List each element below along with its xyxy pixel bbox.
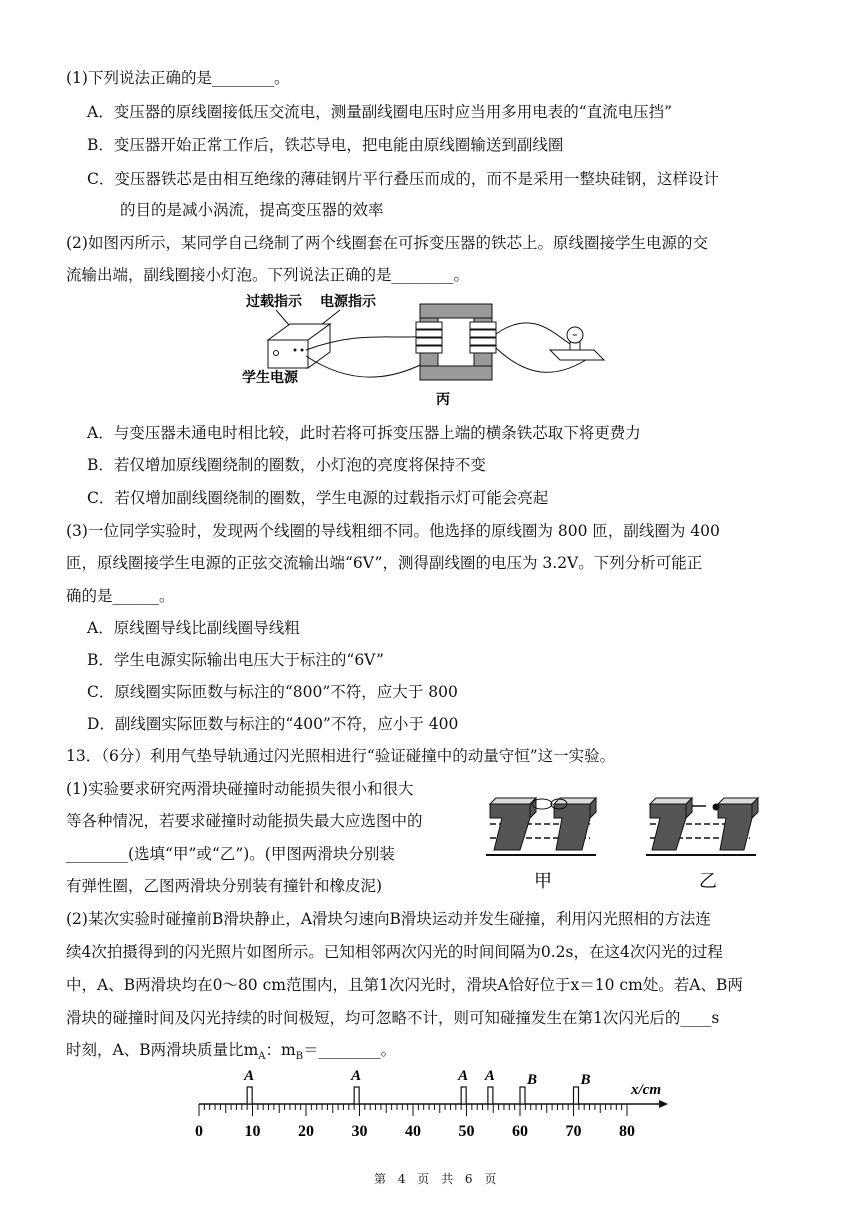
ruler-tick-label: 70 [565, 1123, 582, 1140]
subscript-a: A [258, 1051, 266, 1063]
figure-caption-bing: 丙 [436, 393, 450, 408]
ruler-arrow [659, 1100, 668, 1108]
overload-label: 过载指示 [246, 295, 302, 310]
ruler-tick-label: 0 [195, 1123, 203, 1140]
slider-label: A [244, 1068, 255, 1084]
slider-block-a [354, 1087, 359, 1104]
q13-title: 13．（6分）利用气垫导轨通过闪光照相进行“验证碰撞中的动量守恒”这一实验。 [66, 747, 616, 765]
q1-stem: (1)下列说法正确的是________。 [66, 69, 290, 87]
q2-option-b: B．若仅增加原线圈绕制的圈数，小灯泡的亮度将保持不变 [87, 456, 486, 474]
slider-label: A [351, 1068, 362, 1084]
slider-block-a [247, 1087, 252, 1104]
slider-label: B [526, 1072, 538, 1088]
ruler-tick-label: 40 [405, 1123, 421, 1140]
ruler-tick-label: 30 [351, 1123, 368, 1140]
q13-p2-line2: 续4次拍摄得到的闪光照片如图所示。已知相邻两次闪光的时间间隔为0.2s，在这4次闪光的过程 [66, 943, 723, 961]
q3-stem-line3: 确的是______。 [66, 587, 175, 605]
q3-stem-line2: 匝，原线圈接学生电源的正弦交流输出端“6V”，测得副线圈的电压为 3.2V。下列分析可能正 [66, 554, 703, 572]
slider-figure [484, 790, 784, 900]
primary-coil [416, 322, 442, 353]
secondary-coil [470, 322, 496, 353]
page-number: 第 4 页 共 6 页 [374, 1172, 501, 1186]
ruler-tick-label: 80 [619, 1123, 635, 1140]
q2-stem-line2: 流输出端，副线圈接小灯泡。下列说法正确的是________。 [66, 266, 470, 284]
q1-option-b: B．变压器开始正常工作后，铁芯导电，把电能由原线圈输送到副线圈 [87, 136, 564, 154]
q13-p2-line4: 滑块的碰撞时间及闪光持续的时间极短，均可忽略不计，则可知碰撞发生在第1次闪光后的____s [66, 1009, 720, 1027]
transformer-figure [240, 290, 620, 410]
q2-option-a: A．与变压器未通电时相比较，此时若将可拆变压器上端的横条铁芯取下将更费力 [87, 424, 641, 442]
q2-stem-line1: (2)如图丙所示，某同学自己绕制了两个线圈套在可拆变压器的铁芯上。原线圈接学生电源的交 [66, 234, 708, 252]
subscript-b: B [295, 1051, 304, 1063]
power-indicator-label: 电源指示 [320, 295, 376, 310]
q13-p2-line3: 中，A、B两滑块均在0～80 cm范围内，且第1次闪光时，滑块A恰好位于x＝10 cm处。若A、B两 [66, 976, 743, 994]
q2-option-c: C．若仅增加副线圈绕制的圈数，学生电源的过载指示灯可能会亮起 [87, 489, 549, 507]
slider-block-a [461, 1087, 466, 1104]
q13-p1-line1: (1)实验要求研究两滑块碰撞时动能损失很小和很大 [66, 780, 414, 798]
ruler-tick-label: 10 [244, 1123, 261, 1140]
q3-option-a: A．原线圈导线比副线圈导线粗 [87, 619, 300, 637]
ruler-tick-label: 20 [298, 1123, 314, 1140]
q1-option-a: A．变压器的原线圈接低压交流电，测量副线圈电压时应当用多用电表的“直流电压挡” [87, 103, 673, 121]
figure-label-yi: 乙 [699, 871, 717, 891]
q13-p1-line2: 等各种情况，若要求碰撞时动能损失最大应选图中的 [66, 812, 423, 830]
ruler-axis-label: x/cm [631, 1082, 661, 1098]
student-power-label: 学生电源 [242, 371, 298, 386]
slider-label: A [458, 1068, 469, 1084]
bulb-icon [550, 327, 604, 360]
slider-label: A [484, 1068, 495, 1084]
q1-option-c: C．变压器铁芯是由相互绝缘的薄硅钢片平行叠压而成的，而不是采用一整块硅钢，这样设计 [87, 170, 719, 188]
position-ruler [185, 1064, 675, 1144]
slider-label: B [580, 1072, 591, 1088]
figure-label-jia: 甲 [534, 871, 552, 891]
ruler-tick-label: 60 [512, 1123, 528, 1140]
q13-p1-line4: 有弹性圈，乙图两滑块分别装有撞针和橡皮泥) [66, 877, 383, 895]
q1-option-c-cont: 的目的是减小涡流，提高变压器的效率 [120, 201, 384, 219]
q3-option-c: C．原线圈实际匝数与标注的“800”不符，应大于 800 [87, 683, 458, 701]
slider-block-a [488, 1087, 493, 1104]
slider-block-b [520, 1087, 525, 1104]
figure-yi [646, 798, 758, 855]
q3-option-b: B．学生电源实际输出电压大于标注的“6V” [87, 651, 384, 669]
mass-ratio-blank: ＝________。 [303, 1041, 397, 1059]
slider-block-b [574, 1087, 579, 1104]
q13-p2-line1: (2)某次实验时碰撞前B滑块静止，A滑块匀速向B滑块运动并发生碰撞，利用闪光照相的方法连 [66, 910, 711, 928]
figure-jia [486, 798, 596, 855]
q3-stem-line1: (3)一位同学实验时，发现两个线圈的导线粗细不同。他选择的原线圈为 800 匝，副线圈为 400 [66, 522, 720, 540]
ruler-tick-label: 50 [458, 1123, 475, 1140]
mass-ratio-text-2: ：m [265, 1041, 296, 1059]
mass-ratio-text: 时刻，A、B两滑块质量比m [66, 1041, 259, 1059]
power-supply-box [268, 324, 330, 368]
q13-p1-line3: ________(选填“甲”或“乙”)。(甲图两滑块分别装 [66, 845, 395, 863]
q3-option-d: D．副线圈实际匝数与标注的“400”不符，应小于 400 [87, 715, 459, 733]
